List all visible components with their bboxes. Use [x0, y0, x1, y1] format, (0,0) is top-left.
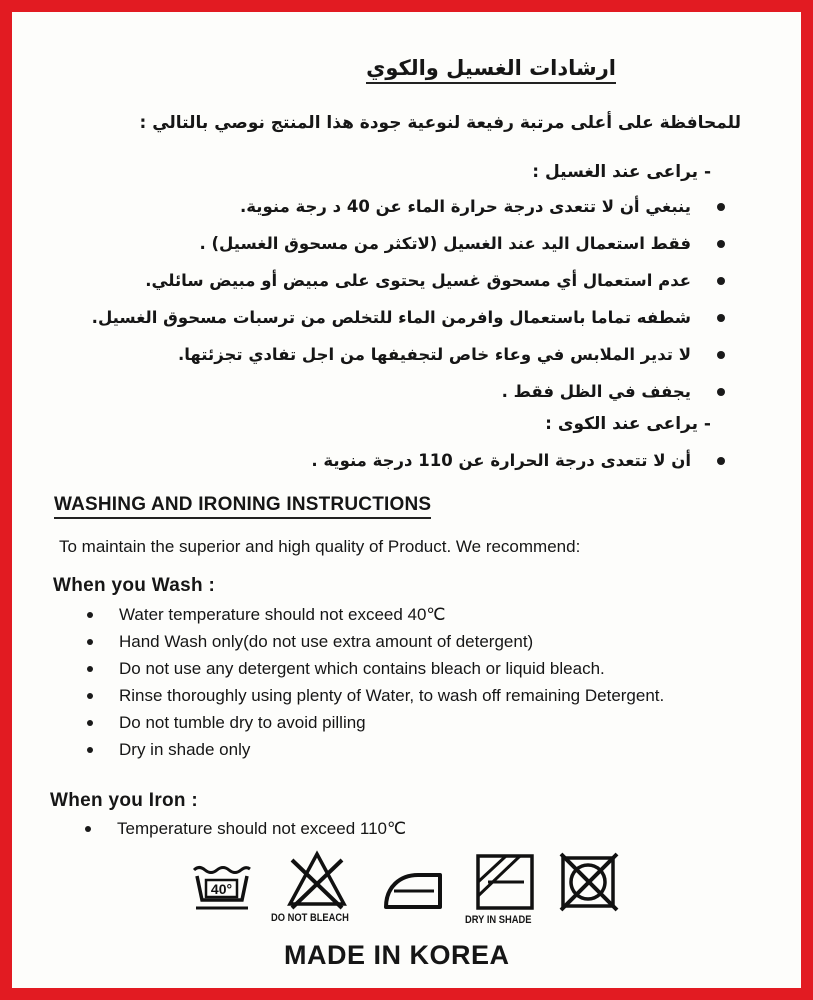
care-label-card [12, 12, 801, 988]
do-not-bleach-label: DO NOT BLEACH [271, 912, 349, 924]
english-intro: To maintain the superior and high quality of Product. We recommend: [59, 537, 581, 556]
english-iron-heading: When you Iron : [50, 790, 199, 811]
list-item: Hand Wash only(do not use extra amount of detergent) [119, 628, 664, 655]
bullet-icon [85, 826, 91, 832]
list-item: فقط استعمال اليد عند الغسيل (لاتكثر من مسحوق الغسيل) . [92, 225, 691, 262]
list-item: Rinse thoroughly using plenty of Water, to wash off remaining Detergent. [119, 682, 664, 709]
arabic-iron-list [311, 442, 691, 479]
list-item: Temperature should not exceed 110℃ [117, 815, 406, 842]
list-item: ينبغي أن لا تتعدى درجة حرارة الماء عن 40 د رجة منوية. [92, 188, 691, 225]
list-item: شطفه تماما باستعمال وافرمن الماء للتخلص من ترسبات مسحوق الغسيل. [92, 299, 691, 336]
bullet-icon [717, 277, 725, 285]
bullet-icon [87, 747, 93, 753]
dry-in-shade-icon [474, 852, 536, 912]
hand-wash-40-icon [190, 860, 254, 912]
list-item: لا تدير الملابس في وعاء خاص لتجفيفها من اجل تفادي تجزئتها. [92, 336, 691, 373]
list-item: يجفف في الظل فقط . [92, 373, 691, 410]
english-iron-list [117, 815, 406, 842]
arabic-iron-heading: - يراعى عند الكوى : [545, 414, 711, 434]
arabic-title: ارشادات الغسيل والكوي [366, 56, 616, 84]
do-not-bleach-icon [286, 850, 348, 910]
bullet-icon [87, 612, 93, 618]
dry-in-shade-label: DRY IN SHADE [465, 914, 532, 926]
bullet-icon [87, 639, 93, 645]
bullet-icon [87, 693, 93, 699]
bullet-icon [87, 666, 93, 672]
made-in-label: MADE IN KOREA [284, 940, 510, 970]
english-title: WASHING AND IRONING INSTRUCTIONS [54, 494, 431, 519]
list-item: Do not tumble dry to avoid pilling [119, 709, 664, 736]
list-item: أن لا تتعدى درجة الحرارة عن 110 درجة منوية . [311, 442, 691, 479]
list-item: Do not use any detergent which contains bleach or liquid bleach. [119, 655, 664, 682]
bullet-icon [717, 314, 725, 322]
iron-icon [380, 867, 448, 911]
list-item: Water temperature should not exceed 40℃ [119, 601, 664, 628]
arabic-intro: للمحافظة على أعلى مرتبة رفيعة لنوعية جودة هذا المنتج نوصي بالتالي : [139, 113, 741, 133]
bullet-icon [717, 203, 725, 211]
bullet-icon [717, 388, 725, 396]
list-item: عدم استعمال أي مسحوق غسيل يحتوى على مبيض أو مبيض سائلي. [92, 262, 691, 299]
english-wash-heading: When you Wash : [53, 575, 216, 596]
do-not-tumble-dry-icon [557, 850, 621, 912]
bullet-icon [717, 457, 725, 465]
list-item: Dry in shade only [119, 736, 664, 763]
bullet-icon [717, 240, 725, 248]
bullet-icon [717, 351, 725, 359]
arabic-wash-heading: - يراعى عند الغسيل : [532, 162, 711, 182]
wash-temp-text: 40° [210, 881, 233, 897]
arabic-wash-list [92, 188, 691, 410]
english-wash-list [119, 601, 664, 763]
bullet-icon [87, 720, 93, 726]
